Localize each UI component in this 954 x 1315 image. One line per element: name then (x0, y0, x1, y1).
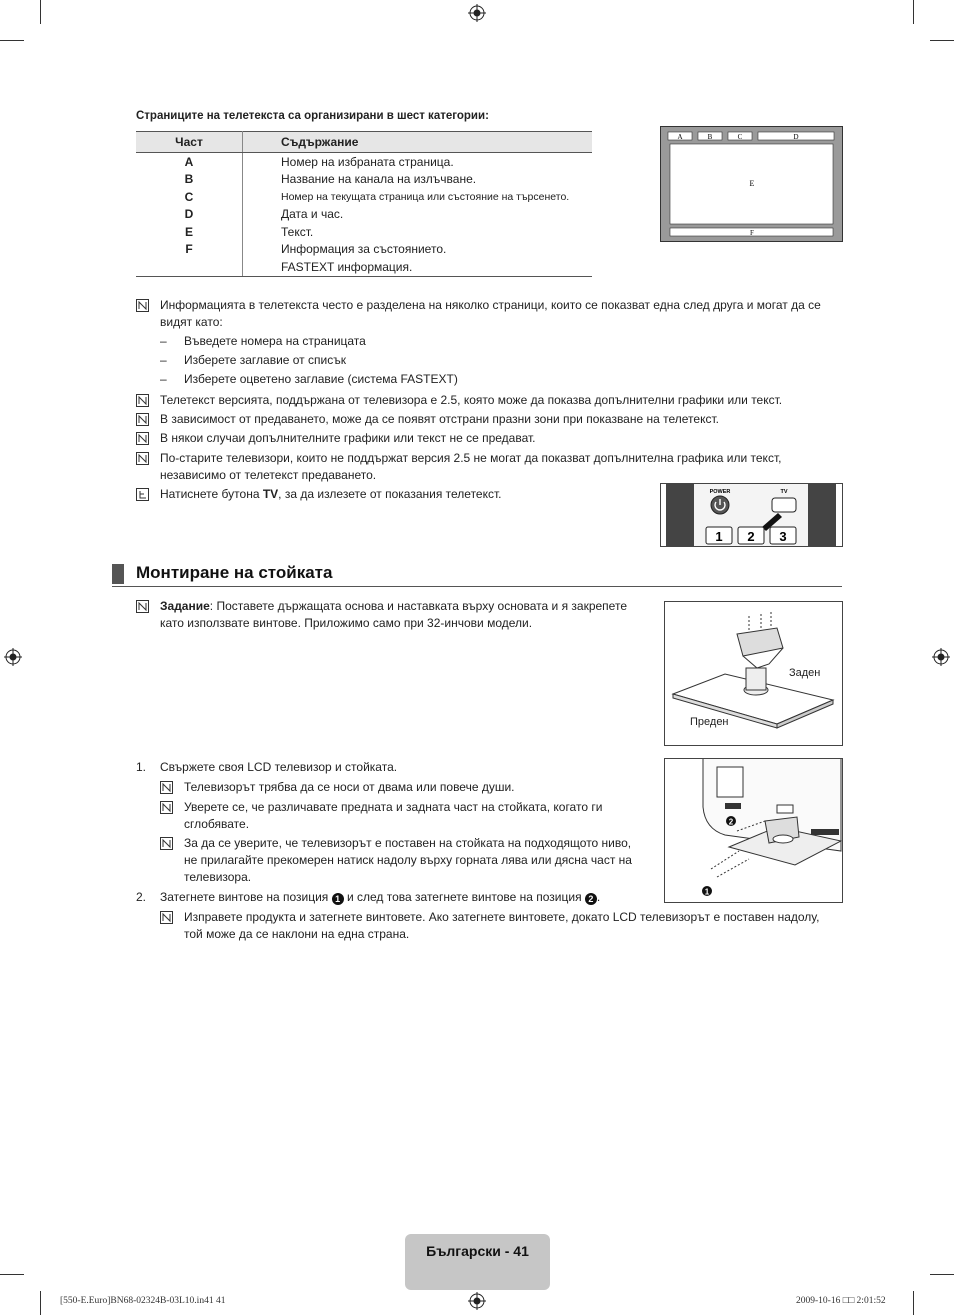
crop-mark (40, 1291, 41, 1315)
note-text: Телетекст версията, поддържана от телевизора е 2.5, която може да показва допълнителни графики или текст. (160, 393, 783, 407)
note-text: По-старите телевизори, които не поддържат версия 2.5 не могат да показват допълнителна графика или текст, независимо от телетекст предаването. (160, 451, 782, 482)
note-text: , за да излезете от показания телетекст. (278, 487, 502, 501)
diagram-label-f: F (750, 229, 754, 237)
page-number-label: Български - 41 (426, 1243, 529, 1259)
diagram-label-c: C (737, 133, 743, 141)
part-cell: C (136, 188, 243, 206)
key-1: 1 (715, 529, 723, 544)
tv-mounting-illustration (664, 758, 843, 903)
step-text: Свържете своя LCD телевизор и стойката. (160, 760, 398, 774)
dash-text: Изберете оцветено заглавие (система FASTEXT) (184, 372, 458, 386)
dash-text: Въведете номера на страницата (184, 334, 366, 348)
task-text: : Поставете държащата основа и наставката върху основата и я закрепете като използвате винтове. Приложимо само при 32-инчови модели. (160, 599, 627, 630)
crop-mark (913, 1291, 914, 1315)
content-cell: Название на канала на излъчване. (281, 172, 477, 187)
note-icon (136, 394, 149, 407)
part-cell: E (136, 223, 243, 241)
note-text: Телевизорът трябва да се носи от двама или повече души. (184, 780, 515, 794)
note-item (160, 799, 640, 833)
crop-mark (930, 40, 954, 41)
print-info-right: 2009-10-16 □□ 2:01:52 (796, 1296, 886, 1306)
tv-button (772, 498, 796, 512)
section-title: Монтиране на стойката (136, 563, 333, 582)
crop-mark (0, 1274, 24, 1275)
dash-item: – Въведете номера на страницата (160, 334, 366, 348)
table-row (136, 171, 592, 189)
crop-mark (913, 0, 914, 24)
note-text: В някои случаи допълнителните графики или текст не се предават. (160, 431, 536, 445)
table-row (136, 223, 592, 241)
column-header-content: Съдържание (243, 132, 593, 153)
step2-part-b: и след това затегнете винтове на позиция (343, 890, 585, 904)
diagram-label-a: A (677, 133, 683, 141)
note-item (136, 430, 836, 447)
note-icon (160, 801, 173, 814)
remote-control-illustration (660, 483, 843, 547)
dash-text: Изберете заглавие от списък (184, 353, 346, 367)
table-row (136, 258, 592, 276)
press-button-icon (136, 488, 149, 501)
task-label: Задание (160, 599, 210, 613)
registration-mark-icon (468, 4, 486, 22)
step2-part-c: . (596, 890, 601, 904)
tv-button-name: TV (262, 487, 279, 501)
content-cell: Текст. (281, 224, 314, 239)
content-cell: Дата и час. (281, 207, 344, 222)
note-text: Уверете се, че различавате предната и задната част на стойката, когато ги сглобявате. (184, 800, 603, 831)
content-cell: FASTEXT информация. (243, 258, 593, 276)
section-marker (112, 564, 124, 584)
note-icon (136, 299, 149, 312)
diagram-label-d: D (793, 133, 799, 141)
dash-item: – Изберете оцветено заглавие (система FASTEXT) (160, 372, 458, 386)
registration-mark-icon (932, 648, 950, 666)
note-item (160, 909, 836, 943)
note-item (136, 450, 836, 484)
note-icon (136, 452, 149, 465)
registration-mark-icon (468, 1292, 486, 1310)
note-text: В зависимост от предаването, може да се появят отстрани празни зони при показване на телетекст. (160, 412, 719, 426)
table-row (136, 153, 592, 171)
note-text: Информацията в телетекста често е разделена на няколко страници, които се показват една след друга и могат да се видят като: (160, 298, 821, 329)
part-cell: B (136, 171, 243, 189)
table-intro: Страниците на телетекста са организирани в шест категории: (136, 110, 489, 122)
note-icon (136, 413, 149, 426)
position-1-badge: 1 (332, 893, 344, 905)
step-number: 1. (136, 760, 147, 774)
content-cell: Номер на текущата страница или състояние на търсенето. (281, 190, 570, 203)
stand-front-label: Преден (690, 716, 729, 728)
note-item (136, 486, 646, 503)
note-text: Натиснете бутона (160, 487, 263, 501)
table-row (136, 188, 592, 206)
table-row (136, 241, 592, 259)
note-icon (136, 600, 149, 613)
note-icon (160, 911, 173, 924)
step-text (160, 890, 600, 905)
stand-back-label: Заден (789, 667, 821, 679)
crop-mark (40, 0, 41, 24)
diagram-label-e: E (749, 179, 755, 188)
section-divider (112, 586, 842, 587)
task-note (136, 598, 636, 632)
note-item (136, 411, 836, 428)
position-2-number: 2 (728, 817, 734, 827)
note-item (160, 835, 640, 886)
crop-mark (0, 40, 24, 41)
part-cell: F (136, 241, 243, 259)
step2-part-a: Затегнете винтове на позиция (160, 890, 332, 904)
power-label: POWER (709, 489, 731, 495)
print-info-left: [550-E.Euro]BN68-02324B-03L10.in41 41 (60, 1296, 226, 1306)
teletext-layout-diagram (660, 126, 843, 242)
key-3: 3 (779, 529, 787, 544)
teletext-parts-table (136, 131, 592, 277)
note-item (136, 392, 836, 409)
column-header-part: Част (136, 132, 243, 153)
note-icon (160, 781, 173, 794)
content-cell: Информация за състоянието. (281, 242, 447, 257)
position-2-badge: 2 (585, 893, 597, 905)
note-icon (160, 837, 173, 850)
key-2: 2 (747, 529, 755, 544)
part-cell (136, 258, 243, 276)
table-row (136, 206, 592, 224)
note-text: Изправете продукта и затегнете винтовете. Ако затегнете винтовете, докато LCD телевизорът е поставен надолу, той може да се наклони на една страна. (184, 910, 820, 941)
tv-label: TV (780, 489, 788, 495)
step-number: 2. (136, 890, 147, 904)
note-icon (136, 432, 149, 445)
crop-mark (930, 1274, 954, 1275)
note-item (160, 779, 640, 796)
note-text: За да се уверите, че телевизорът е поставен на стойката на подходящото ниво, не прилагайте прекомерен натиск надолу върху горната лява или дясна част на телевизора. (184, 836, 632, 884)
part-cell: A (136, 153, 243, 171)
position-1-number: 1 (704, 887, 710, 897)
diagram-label-b: B (707, 133, 713, 141)
stand-illustration (664, 601, 843, 746)
note-item (136, 297, 836, 331)
part-cell: D (136, 206, 243, 224)
content-cell: Номер на избраната страница. (281, 154, 454, 169)
dash-item: – Изберете заглавие от списък (160, 353, 346, 367)
registration-mark-icon (4, 648, 22, 666)
table-header (136, 132, 592, 153)
